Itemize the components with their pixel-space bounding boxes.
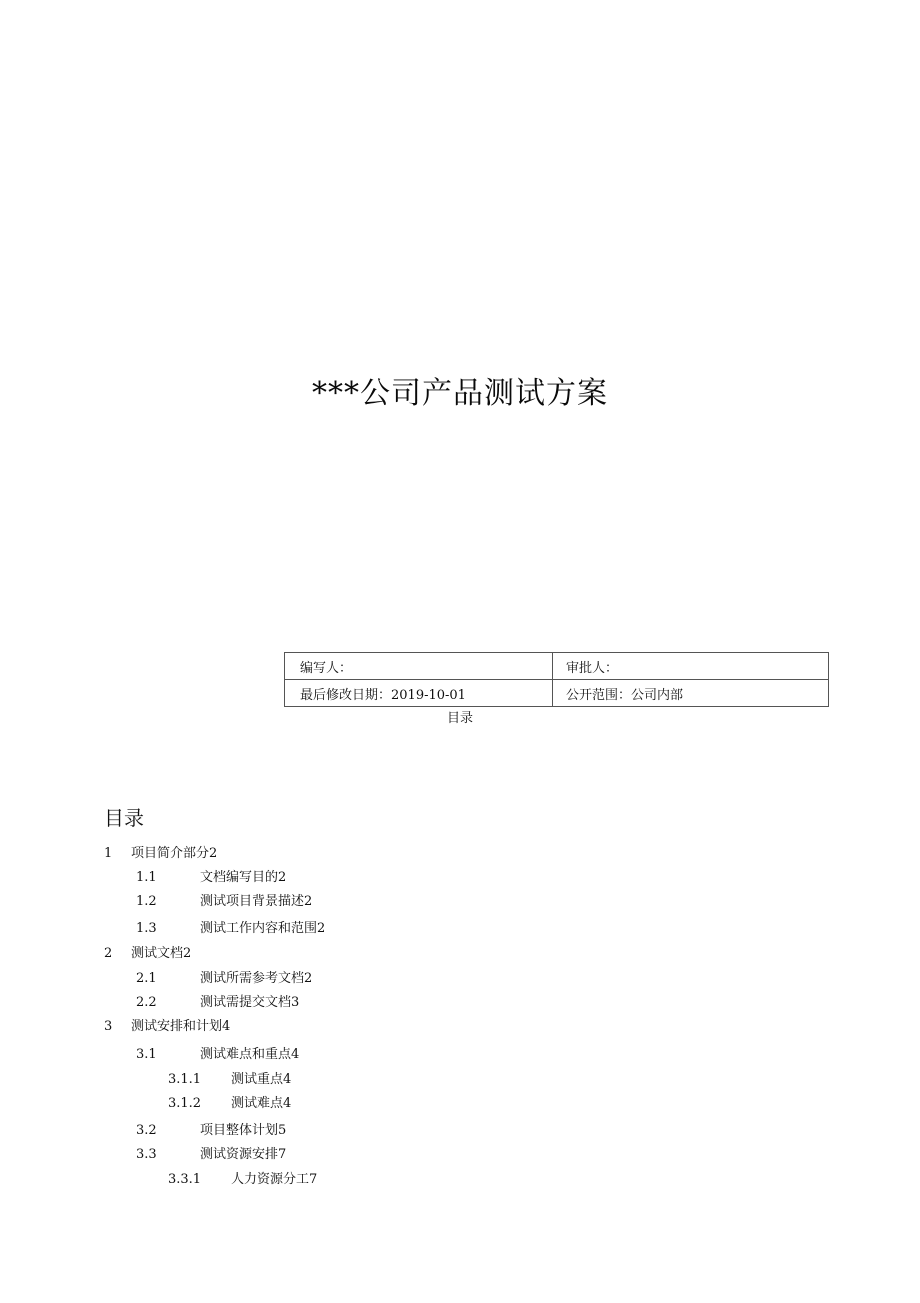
toc-entry-text: 测试难点4: [231, 1096, 292, 1111]
toc-caption: 目录: [446, 711, 473, 726]
toc-heading: 目录: [104, 806, 144, 830]
toc-entry-text: 项目整体计划5: [200, 1123, 287, 1138]
toc-entry-number: 1.2: [136, 894, 157, 909]
toc-entry-text: 人力资源分工7: [231, 1172, 318, 1187]
toc-entry-text: 文档编写目的2: [200, 870, 287, 885]
toc-entry-number: 3.1.2: [168, 1096, 202, 1111]
publish-scope-cell: 公开范围：公司内部: [553, 680, 829, 707]
toc-entry-number: 3.2: [136, 1123, 157, 1138]
info-row-2: [285, 680, 829, 707]
toc-entry-number: 2.2: [136, 995, 157, 1010]
toc-entry-number: 1.1: [136, 870, 157, 885]
toc-entry-text: 测试重点4: [231, 1072, 292, 1087]
toc-entry-number: 1.3: [136, 921, 157, 936]
toc-entry-text: 测试工作内容和范围2: [200, 921, 326, 936]
toc-entry-text: 项目简介部分2: [131, 846, 218, 861]
modified-date-cell: 最后修改日期：2019-10-01: [285, 680, 553, 707]
toc-entry-number: 3.1: [136, 1047, 157, 1062]
toc-entry-text: 测试需提交文档3: [200, 995, 300, 1010]
toc-entry-number: 3: [104, 1019, 113, 1034]
author-cell: 编写人：: [285, 653, 553, 680]
toc-entry-text: 测试项目背景描述2: [200, 894, 313, 909]
toc-entry-text: 测试难点和重点4: [200, 1047, 300, 1062]
toc-entry-text: 测试资源安排7: [200, 1147, 287, 1162]
toc-entry-number: 3.3: [136, 1147, 157, 1162]
document-info-table: [284, 652, 829, 707]
toc-entry-number: 1: [104, 846, 113, 861]
toc-entry-text: 测试文档2: [131, 946, 192, 961]
toc-entry-number: 2.1: [136, 971, 157, 986]
toc-entry-text: 测试安排和计划4: [131, 1019, 231, 1034]
toc-entry-number: 2: [104, 946, 113, 961]
approver-cell: 审批人：: [553, 653, 829, 680]
document-title: ***公司产品测试方案: [312, 376, 608, 411]
info-row-1: [285, 653, 829, 680]
toc-entry-number: 3.3.1: [168, 1172, 202, 1187]
toc-entry-number: 3.1.1: [168, 1072, 202, 1087]
toc-entry-text: 测试所需参考文档2: [200, 971, 313, 986]
